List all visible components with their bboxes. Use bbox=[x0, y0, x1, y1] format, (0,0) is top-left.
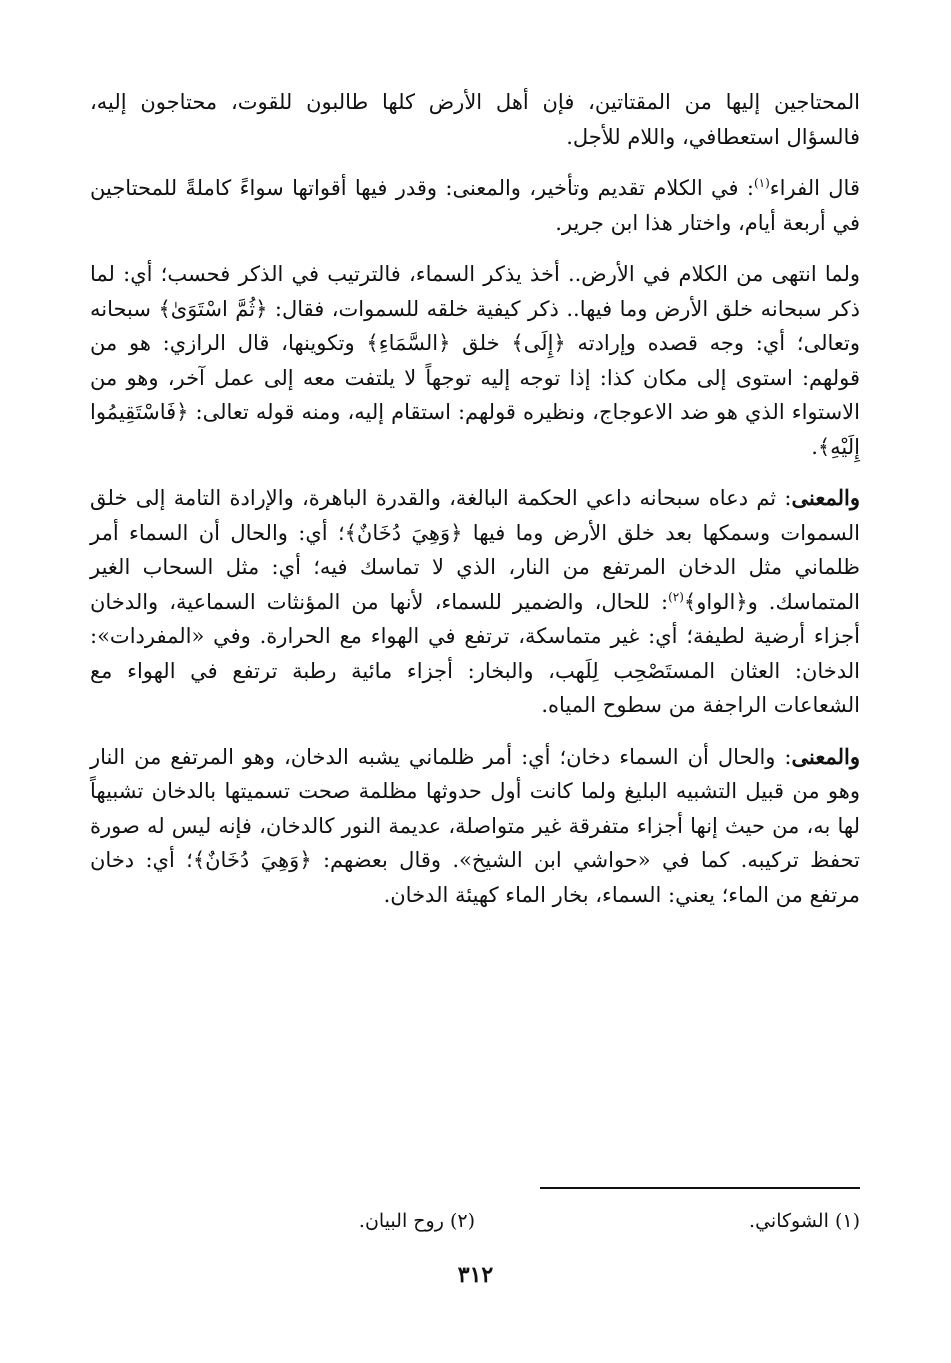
main-text bbox=[90, 85, 860, 929]
paragraph-4-text-start: : ثم دعاه سبحانه داعي الحكمة البالغة، والقدرة الباهرة، والإرادة التامة إلى خلق السموات وسمكها بعد خلق الأرض وما فيها ﴿وَهِيَ دُخَانٌ﴾؛ أي: والحال أن السماء أمر ظلماني مثل الدخان المرتفع من النار، الذي لا تماسك فيه؛ أي: مثل السحاب الغير المتماسك. و﴿الواو﴾ bbox=[90, 486, 861, 614]
footnote-ref-2[interactable]: (٢) bbox=[668, 589, 684, 604]
paragraph-4 bbox=[90, 481, 860, 723]
footnote-2 bbox=[359, 1207, 475, 1235]
footnote-2-text: روح البيان. bbox=[358, 1210, 444, 1232]
footnote-1 bbox=[749, 1207, 860, 1235]
paragraph-2-text-end: : في الكلام تقديم وتأخير، والمعنى: وقدر فيها أقواتها سواءً كاملةً للمحتاجين في أربعة أيام، واختار هذا ابن جرير. bbox=[90, 176, 860, 235]
paragraph-1 bbox=[90, 85, 860, 154]
footnote-1-number: (١) bbox=[834, 1210, 860, 1232]
paragraph-5-text: : والحال أن السماء دخان؛ أي: أمر ظلماني يشبه الدخان، وهو المرتفع من النار وهو من قبيل التشبيه البليغ ولما كانت أول حدوثها مظلمة صحت تسميتها بالدخان تشبيهاً لها به، من حيث إنها أجزاء متفرقة غير متواصلة، عديمة النور كالدخان، فإنه ليس له صورة تحفظ تركيبه. كما في «حواشي ابن الشيخ». وقال بعضهم: ﴿وَهِيَ دُخَانٌ﴾؛ أي: دخان مرتفع من الماء؛ يعني: السماء، بخار الماء كهيئة الدخان. bbox=[90, 744, 860, 907]
paragraph-1-text: المحتاجين إليها من المقتاتين، فإن أهل الأرض كلها طالبون للقوت، محتاجون إليه، فالسؤال استعطافي، واللام للأجل. bbox=[90, 90, 860, 149]
paragraph-4-text-end: : للحال، والضمير للسماء، لأنها من المؤنثات السماعية، والدخان أجزاء أرضية لطيفة؛ أي: غير متماسكة، ترتفع في الهواء مع الحرارة. وفي «المفردات»: الدخان: العثان المستَصْحِب لِلَهب، والبخار: أجزاء مائية رطبة ترتفع في الهواء مع الشعاعات الراجفة من سطوح المياه. bbox=[90, 589, 860, 717]
paragraph-2-text-start: قال الفراء bbox=[769, 176, 860, 200]
paragraph-2 bbox=[90, 171, 860, 240]
paragraph-5-lead: والمعنى bbox=[791, 743, 860, 769]
paragraph-5 bbox=[90, 740, 860, 913]
paragraph-3-text: ولما انتهى من الكلام في الأرض.. أخذ يذكر السماء، فالترتيب في الذكر فحسب؛ أي: لما ذكر سبحانه خلق الأرض وما فيها.. ذكر كيفية خلقه للسموات، فقال: ﴿ثُمَّ اسْتَوَىٰ﴾ سبحانه وتعالى؛ أي: وجه قصده وإرادته ﴿إِلَى﴾ خلق ﴿السَّمَاءِ﴾ وتكوينها، قال الرازي: هو من قولهم: استوى إلى مكان كذا: إذا توجه إليه توجهاً لا يلتفت معه إلى عمل آخر، وهو من الاستواء الذي هو ضد الاعوجاج، ونظيره قولهم: استقام إليه، ومنه قوله تعالى: ﴿فَاسْتَقِيمُوا إِلَيْهِ﴾. bbox=[90, 262, 860, 459]
footnote-2-number: (٢) bbox=[449, 1210, 475, 1232]
page-number: ٣١٢ bbox=[457, 1262, 494, 1288]
footnote-separator bbox=[540, 1187, 860, 1189]
paragraph-3 bbox=[90, 257, 860, 464]
paragraph-4-lead: والمعنى bbox=[791, 485, 860, 510]
footnote-1-text: الشوكاني. bbox=[749, 1210, 829, 1232]
footnote-ref-1[interactable]: (١) bbox=[753, 176, 770, 190]
